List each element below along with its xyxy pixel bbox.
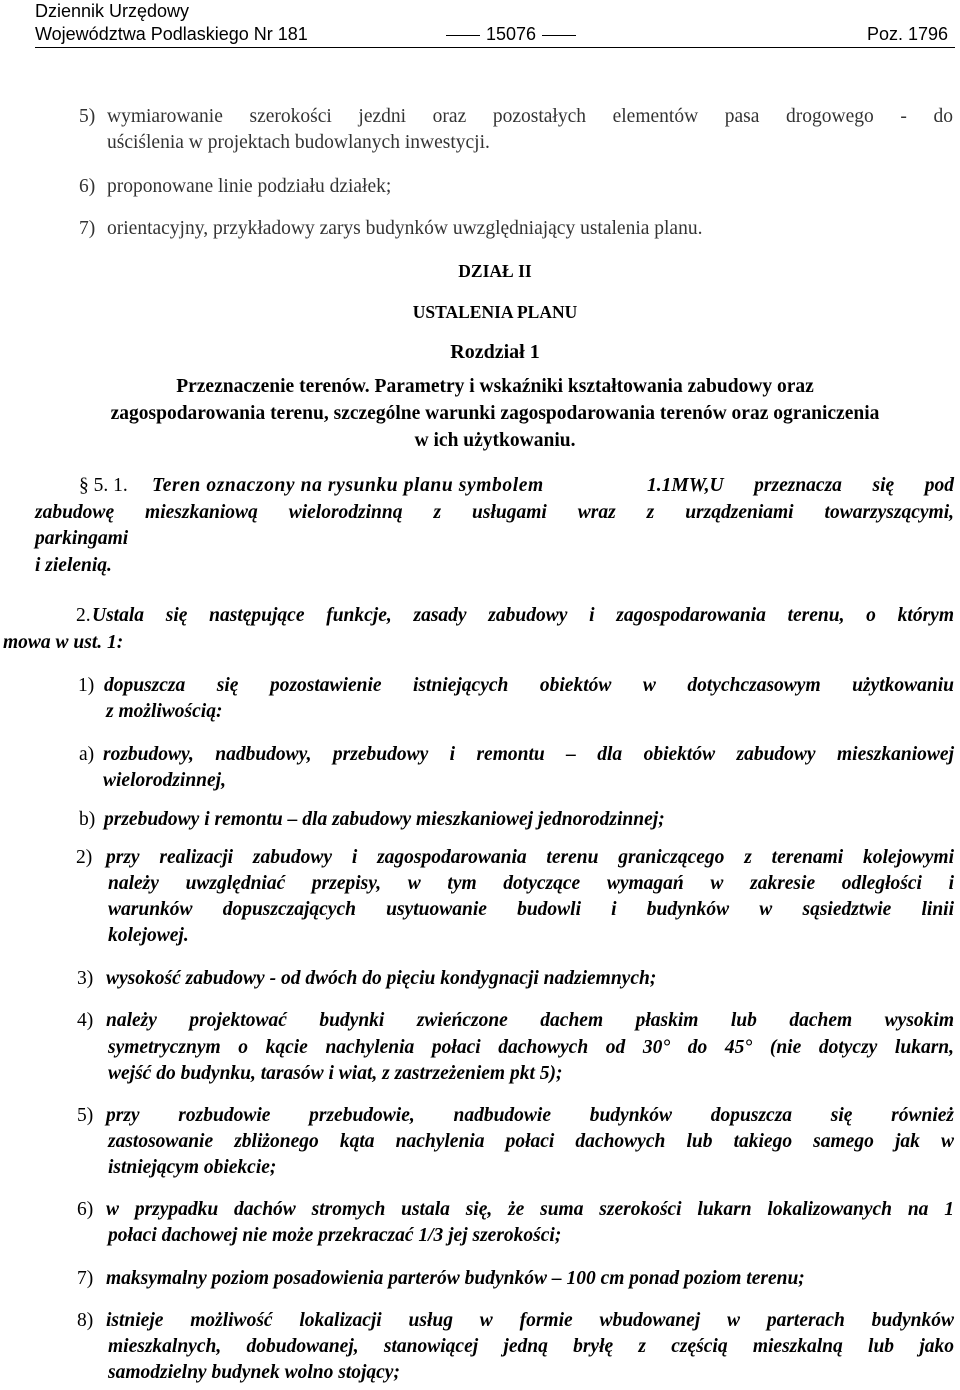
paragraph-2-line2: mowa w ust. 1: <box>3 632 124 653</box>
item-1-line2: z możliwością: <box>106 701 223 722</box>
chapter-heading: Rozdział 1 <box>450 341 540 363</box>
journal-issue: Województwa Podlaskiego Nr 181 <box>35 24 308 44</box>
intro-5-line2: uściślenia w projektach budowlanych inwestycji. <box>107 132 490 153</box>
paragraph-1-rest: 1.1MW,U przeznacza się pod <box>647 475 954 496</box>
section-title: USTALENIA PLANU <box>412 302 578 322</box>
section-heading: DZIAŁ II <box>458 261 532 281</box>
item-a-line1: rozbudowy, nadbudowy, przebudowy i remontu – dla obiektów zabudowy mieszkaniowej <box>103 744 954 765</box>
chapter-title-line3: w ich użytkowaniu. <box>414 430 576 451</box>
item-2-line1: przy realizacji zabudowy i zagospodarowania terenu graniczącego z terenami kolejowymi <box>106 847 954 868</box>
item-6-line2: połaci dachowej nie może przekraczać 1/3 jej szerokości; <box>108 1225 562 1246</box>
item-5-line2: zastosowanie zbliżonego kąta nachylenia połaci dachowych lub takiego samego jak w <box>108 1131 954 1152</box>
item-5-line1: przy rozbudowie przebudowie, nadbudowie budynków dopuszcza się również <box>106 1105 954 1126</box>
item-b-line1: przebudowy i remontu – dla zabudowy mieszkaniowej jednorodzinnej; <box>104 809 665 830</box>
paragraph-1-italic: Teren oznaczony na rysunku planu symbolem <box>152 475 544 496</box>
intro-6-num: 6) <box>79 176 96 197</box>
paragraph-1-line3: parkingami <box>35 528 129 549</box>
item-2-line2: należy uwzględniać przepisy, w tym dotyczące wymagań w zakresie odległości i <box>108 873 954 894</box>
paragraph-mark: § 5. 1. <box>79 475 128 496</box>
intro-5-num: 5) <box>79 106 96 127</box>
intro-5-line1: wymiarowanie szerokości jezdni oraz pozostałych elementów pasa drogowego - do <box>107 106 953 127</box>
paragraph-1-line2: zabudowę mieszkaniową wielorodzinną z usługami wraz z urządzeniami towarzyszącymi, <box>35 502 954 523</box>
intro-7-text: orientacyjny, przykładowy zarys budynków uwzględniający ustalenia planu. <box>107 218 703 239</box>
item-4-line3: wejść do budynku, tarasów i wiat, z zastrzeżeniem pkt 5); <box>108 1063 563 1084</box>
intro-7-num: 7) <box>79 218 96 239</box>
item-5-num: 5) <box>77 1105 94 1126</box>
paragraph-1-line4: i zielenią. <box>35 555 112 576</box>
item-3-num: 3) <box>77 968 94 989</box>
item-8-line2: mieszkalnych, dobudowanej, stanowiącej jedną bryłę z częścią mieszkalną lub jako <box>108 1336 954 1357</box>
item-2-num: 2) <box>76 847 93 868</box>
page-header <box>35 0 955 48</box>
item-4-line1: należy projektować budynki zwieńczone dachem płaskim lub dachem wysokim <box>106 1010 954 1031</box>
item-1-line1: dopuszcza się pozostawienie istniejących obiektów w dotychczasowym użytkowaniu <box>104 675 954 696</box>
paragraph-2-num: 2. <box>76 605 91 626</box>
header-rule <box>35 47 955 48</box>
item-7-line1: maksymalny poziom posadowienia parterów budynków – 100 cm ponad poziom terenu; <box>106 1268 805 1289</box>
item-6-num: 6) <box>77 1199 94 1220</box>
dash-left <box>446 35 480 36</box>
paragraph-2-line1: Ustala się następujące funkcje, zasady zabudowy i zagospodarowania terenu, o którym <box>92 605 954 626</box>
item-8-line3: samodzielny budynek wolno stojący; <box>108 1362 400 1383</box>
item-1-num: 1) <box>78 675 95 696</box>
item-5-line3: istniejącym obiekcie; <box>108 1157 277 1178</box>
item-8-num: 8) <box>77 1310 94 1331</box>
item-a-num: a) <box>79 744 95 765</box>
item-4-line2: symetrycznym o kącie nachylenia połaci dachowych od 30° do 45° (nie dotyczy lukarn, <box>108 1037 954 1058</box>
journal-title: Dziennik Urzędowy <box>35 1 190 21</box>
item-a-line2: wielorodzinnej, <box>103 770 226 791</box>
item-8-line1: istnieje możliwość lokalizacji usług w formie wbudowanej w parterach budynków <box>106 1310 954 1331</box>
position-number: Poz. 1796 <box>866 24 948 44</box>
chapter-title-line1: Przeznaczenie terenów. Parametry i wskaźniki kształtowania zabudowy oraz <box>176 376 814 397</box>
item-3-line1: wysokość zabudowy - od dwóch do pięciu kondygnacji nadziemnych; <box>106 968 657 989</box>
item-2-line3: warunków dopuszczających usytuowanie budowli i budynków w sąsiedztwie linii <box>108 899 954 920</box>
intro-6-text: proponowane linie podziału działek; <box>107 176 392 197</box>
page-number <box>440 23 582 46</box>
item-6-line1: w przypadku dachów stromych ustala się, że suma szerokości lukarn lokalizowanych na 1 <box>106 1199 954 1220</box>
item-4-num: 4) <box>77 1010 94 1031</box>
chapter-title-line2: zagospodarowania terenu, szczególne warunki zagospodarowania terenów oraz ograniczenia <box>110 403 880 424</box>
dash-right <box>542 35 576 36</box>
item-2-line4: kolejowej. <box>108 925 189 946</box>
item-7-num: 7) <box>77 1268 94 1289</box>
page-number-value: 15076 <box>486 24 537 44</box>
item-b-num: b) <box>79 809 96 830</box>
